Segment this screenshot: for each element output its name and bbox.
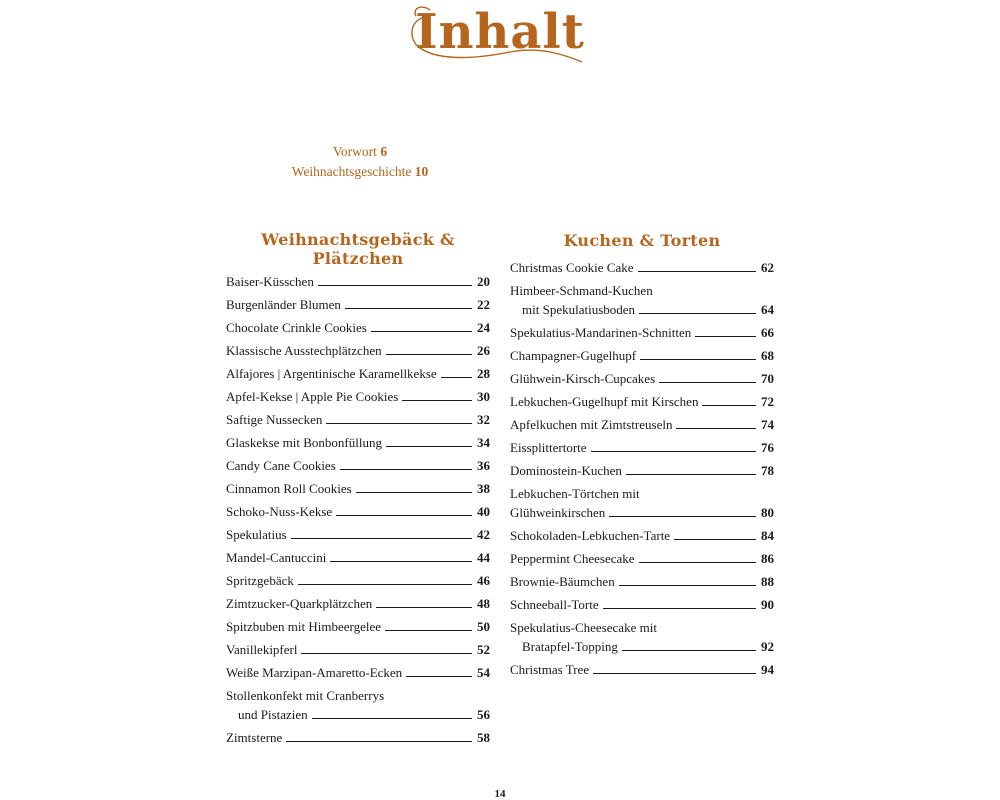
leader-line [593, 662, 756, 674]
toc-column-cakes [510, 230, 774, 683]
toc-entry-page: 58 [477, 730, 490, 745]
leader-line [376, 596, 472, 608]
intro-item-label: Weihnachtsgeschichte [291, 164, 412, 179]
leader-line [356, 481, 472, 493]
toc-entry[interactable] [226, 387, 490, 406]
intro-item-page: 10 [414, 164, 429, 179]
toc-entry-title: Weiße Marzipan-Amaretto-Ecken [226, 665, 403, 680]
toc-entry-page: 72 [761, 394, 774, 409]
toc-entry-title: Schokoladen-Lebkuchen-Tarte [510, 528, 671, 543]
toc-entry[interactable] [226, 571, 490, 590]
leader-line [676, 417, 756, 429]
intro-item [250, 162, 470, 182]
toc-entry-page: 40 [477, 504, 490, 519]
leader-line [318, 274, 472, 286]
toc-entry-page: 70 [761, 371, 774, 386]
toc-entry-title-line1: Lebkuchen-Törtchen mit [510, 486, 640, 501]
toc-entry-title: Baiser-Küsschen [226, 274, 314, 289]
toc-entry[interactable] [226, 318, 490, 337]
leader-line [286, 730, 472, 742]
leader-line [591, 440, 756, 452]
toc-entry[interactable] [226, 617, 490, 636]
toc-entry[interactable] [226, 548, 490, 567]
toc-entry-page: 66 [761, 325, 774, 340]
leader-line [330, 550, 472, 562]
toc-entry[interactable] [226, 686, 490, 724]
toc-entry[interactable] [226, 295, 490, 314]
toc-entry-page: 74 [761, 417, 774, 432]
leader-line [639, 302, 756, 314]
page-number: 14 [494, 788, 506, 800]
toc-entry[interactable] [510, 549, 774, 568]
toc-entry-page: 92 [761, 639, 774, 654]
leader-line [345, 297, 472, 309]
toc-entry[interactable] [226, 728, 490, 747]
toc-entry-title: Chocolate Crinkle Cookies [226, 320, 367, 335]
toc-entry-title: Glaskekse mit Bonbonfüllung [226, 435, 382, 450]
toc-entry-page: 90 [761, 597, 774, 612]
toc-entry-page: 84 [761, 528, 774, 543]
leader-line [639, 551, 756, 563]
toc-entry-page: 26 [477, 343, 490, 358]
toc-entry[interactable] [510, 526, 774, 545]
toc-entry-page: 34 [477, 435, 490, 450]
leader-line [406, 665, 472, 677]
toc-entry[interactable] [510, 415, 774, 434]
toc-entry[interactable] [510, 484, 774, 522]
toc-entry[interactable] [226, 410, 490, 429]
toc-entry-title-line1: Spekulatius-Cheesecake mit [510, 620, 657, 635]
toc-entry-title: Bratapfel-Topping [522, 639, 618, 654]
leader-line [298, 573, 472, 585]
toc-entry-page: 28 [477, 366, 490, 381]
toc-entry-page: 20 [477, 274, 490, 289]
toc-entry[interactable] [510, 438, 774, 457]
intro-item-page: 6 [380, 144, 388, 159]
toc-entry-title: Schoko-Nuss-Kekse [226, 504, 333, 519]
toc-entry-title: Schneeball-Torte [510, 597, 599, 612]
leader-line [402, 389, 472, 401]
toc-entry[interactable] [226, 272, 490, 291]
leader-line [619, 574, 756, 586]
leader-line [301, 642, 472, 654]
toc-entry-title: Saftige Nussecken [226, 412, 323, 427]
toc-entry-page: 56 [477, 707, 490, 722]
toc-entry[interactable] [510, 346, 774, 365]
leader-line [336, 504, 472, 516]
leader-line [622, 639, 756, 651]
toc-entry-title: Zimtsterne [226, 730, 283, 745]
toc-entry-page: 52 [477, 642, 490, 657]
toc-entry-page: 22 [477, 297, 490, 312]
toc-entry[interactable] [226, 594, 490, 613]
leader-line [638, 260, 757, 272]
toc-entry-title: Spitzbuben mit Himbeergelee [226, 619, 381, 634]
toc-entry[interactable] [226, 479, 490, 498]
toc-entry-title: und Pistazien [238, 707, 308, 722]
toc-entry[interactable] [226, 525, 490, 544]
toc-entry[interactable] [226, 341, 490, 360]
toc-entry-title: Apfel-Kekse | Apple Pie Cookies [226, 389, 399, 404]
toc-entry[interactable] [510, 392, 774, 411]
page-title: Inhalt [415, 4, 585, 60]
toc-entry-page: 54 [477, 665, 490, 680]
toc-entry[interactable] [510, 258, 774, 277]
toc-entry[interactable] [226, 364, 490, 383]
toc-entry-page: 32 [477, 412, 490, 427]
toc-entry-page: 36 [477, 458, 490, 473]
toc-entry-title: Vanillekipferl [226, 642, 298, 657]
toc-entry-page: 88 [761, 574, 774, 589]
leader-line [312, 707, 472, 719]
toc-entry-title: Champagner-Gugelhupf [510, 348, 637, 363]
toc-entry-title: Cinnamon Roll Cookies [226, 481, 352, 496]
toc-entry-page: 76 [761, 440, 774, 455]
toc-entry[interactable] [510, 369, 774, 388]
toc-entry-title: Spritzgebäck [226, 573, 294, 588]
toc-entry[interactable] [510, 281, 774, 319]
toc-entry-page: 62 [761, 260, 774, 275]
intro-list [250, 142, 470, 182]
toc-entry[interactable] [510, 572, 774, 591]
toc-entry-title-line1: Stollenkonfekt mit Cranberrys [226, 688, 385, 703]
intro-item-label: Vorwort [332, 144, 377, 159]
leader-line [702, 394, 756, 406]
leader-line [326, 412, 472, 424]
toc-entry-title: Apfelkuchen mit Zimtstreuseln [510, 417, 673, 432]
leader-line [385, 619, 472, 631]
leader-line [371, 320, 472, 332]
toc-entry-title: Klassische Ausstechplätzchen [226, 343, 382, 358]
toc-entry-title: Spekulatius-Mandarinen-Schnitten [510, 325, 692, 340]
toc-entry-title: Burgenländer Blumen [226, 297, 341, 312]
toc-entry-page: 38 [477, 481, 490, 496]
section-heading: Weihnachtsgebäck & Plätzchen [261, 230, 455, 268]
toc-entry-title: Alfajores | Argentinische Karamellkekse [226, 366, 437, 381]
toc-entry-title: Eissplittertorte [510, 440, 587, 455]
toc-entry[interactable] [510, 595, 774, 614]
toc-entry-title: Christmas Cookie Cake [510, 260, 634, 275]
toc-entry-title: Glühwein-Kirsch-Cupcakes [510, 371, 656, 386]
toc-column-cookies [226, 230, 490, 751]
leader-line [291, 527, 472, 539]
leader-line [659, 371, 756, 383]
toc-entry[interactable] [226, 456, 490, 475]
section-heading: Kuchen & Torten [563, 231, 721, 250]
leader-line [603, 597, 756, 609]
leader-line [340, 458, 472, 470]
leader-line [640, 348, 756, 360]
toc-entry[interactable] [510, 323, 774, 342]
leader-line [441, 366, 472, 378]
toc-entry-title: Brownie-Bäumchen [510, 574, 615, 589]
toc-entry-page: 64 [761, 302, 774, 317]
toc-entry-page: 68 [761, 348, 774, 363]
toc-entry[interactable] [510, 618, 774, 656]
toc-entry-page: 78 [761, 463, 774, 478]
toc-entry-title: mit Spekulatiusboden [522, 302, 636, 317]
toc-entry-page: 30 [477, 389, 490, 404]
toc-entry[interactable] [226, 663, 490, 682]
toc-entry-title: Candy Cane Cookies [226, 458, 336, 473]
leader-line [626, 463, 756, 475]
toc-entry-page: 46 [477, 573, 490, 588]
toc-entry-title: Glühweinkirschen [510, 505, 606, 520]
toc-entry-page: 86 [761, 551, 774, 566]
toc-entry[interactable] [226, 502, 490, 521]
toc-entry-title: Lebkuchen-Gugelhupf mit Kirschen [510, 394, 699, 409]
leader-line [609, 505, 756, 517]
intro-item [250, 142, 470, 162]
toc-entry-page: 50 [477, 619, 490, 634]
toc-entry-page: 80 [761, 505, 774, 520]
leader-line [695, 325, 756, 337]
leader-line [386, 435, 472, 447]
toc-entry-title: Mandel-Cantuccini [226, 550, 327, 565]
leader-line [674, 528, 756, 540]
toc-entry-title: Dominostein-Kuchen [510, 463, 622, 478]
toc-entry-page: 48 [477, 596, 490, 611]
toc-entry[interactable] [510, 461, 774, 480]
toc-entry[interactable] [226, 433, 490, 452]
toc-entry-title: Christmas Tree [510, 662, 590, 677]
toc-entry-page: 42 [477, 527, 490, 542]
toc-entry-page: 94 [761, 662, 774, 677]
toc-entry-page: 44 [477, 550, 490, 565]
toc-entry-title: Spekulatius [226, 527, 287, 542]
toc-entry-title: Peppermint Cheesecake [510, 551, 635, 566]
toc-entry-title: Zimtzucker-Quarkplätzchen [226, 596, 373, 611]
toc-entry-page: 24 [477, 320, 490, 335]
toc-entry-title-line1: Himbeer-Schmand-Kuchen [510, 283, 653, 298]
leader-line [386, 343, 472, 355]
toc-entry[interactable] [226, 640, 490, 659]
toc-entry[interactable] [510, 660, 774, 679]
page-title-area [0, 0, 1000, 80]
